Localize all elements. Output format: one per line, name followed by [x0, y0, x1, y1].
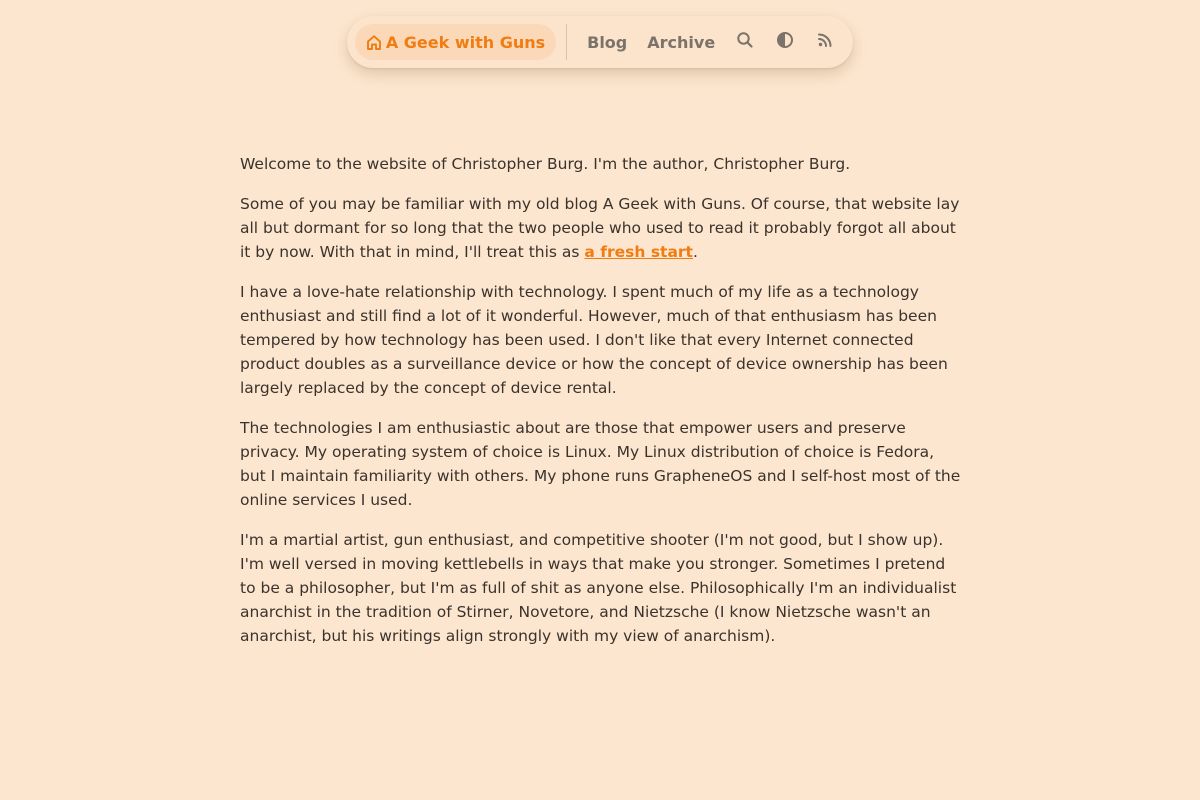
- rss-icon: [817, 32, 833, 52]
- rss-button[interactable]: [805, 24, 845, 60]
- old-blog-text-end: .: [692, 243, 698, 261]
- enthusiasm-paragraph: The technologies I am enthusiastic about are those that empower users and preserve privacy. My operating system of choice is Linux. My Linux distribution of choice is Fedora, but I maintain familiarity with others. My phone runs GrapheneOS and I self-host most of the online services I used.: [240, 419, 961, 509]
- header: [0, 16, 1200, 68]
- home-link[interactable]: [355, 24, 556, 60]
- search-icon: [736, 31, 754, 53]
- main-content: [240, 140, 962, 664]
- search-button[interactable]: [725, 24, 765, 60]
- nav-blog-link[interactable]: Blog: [587, 32, 628, 52]
- navigation-bar: [347, 16, 853, 68]
- theme-toggle-icon: [776, 31, 794, 53]
- nav-archive-link[interactable]: Archive: [647, 32, 716, 52]
- intro-paragraph: Welcome to the website of Christopher Burg. I'm the author, Christopher Burg.: [240, 155, 851, 173]
- technology-paragraph: I have a love-hate relationship with technology. I spent much of my life as a technology enthusiast and still find a lot of it wonderful. However, much of that enthusiasm has been tempered by how technology has been used. I don't like that every Internet connected product doubles as a surveillance device or how the concept of device ownership has been largely replaced by the concept of device rental.: [240, 283, 948, 397]
- site-title: A Geek with Guns: [385, 32, 546, 52]
- old-blog-paragraph: [240, 192, 962, 264]
- home-icon: [366, 34, 382, 51]
- theme-toggle-button[interactable]: [765, 24, 805, 60]
- about-paragraph: I'm a martial artist, gun enthusiast, and competitive shooter (I'm not good, but I show up). I'm well versed in moving kettlebells in ways that make you stronger. Sometimes I pretend to be a philosopher, but I'm as full of shit as anyone else. Philosophically I'm an individualist anarchist in the tradition of Stirner, Novetore, and Nietzsche (I know Nietzsche wasn't an anarchist, but his writings align strongly with my view of anarchism).: [240, 531, 957, 645]
- nav-divider: [566, 24, 567, 60]
- fresh-start-link[interactable]: a fresh start: [584, 243, 693, 261]
- old-blog-text: Some of you may be familiar with my old blog A Geek with Guns. Of course, that website lay all but dormant for so long that the two people who used to read it probably forgot all about it by now. With that in mind, I'll treat this as: [240, 195, 960, 261]
